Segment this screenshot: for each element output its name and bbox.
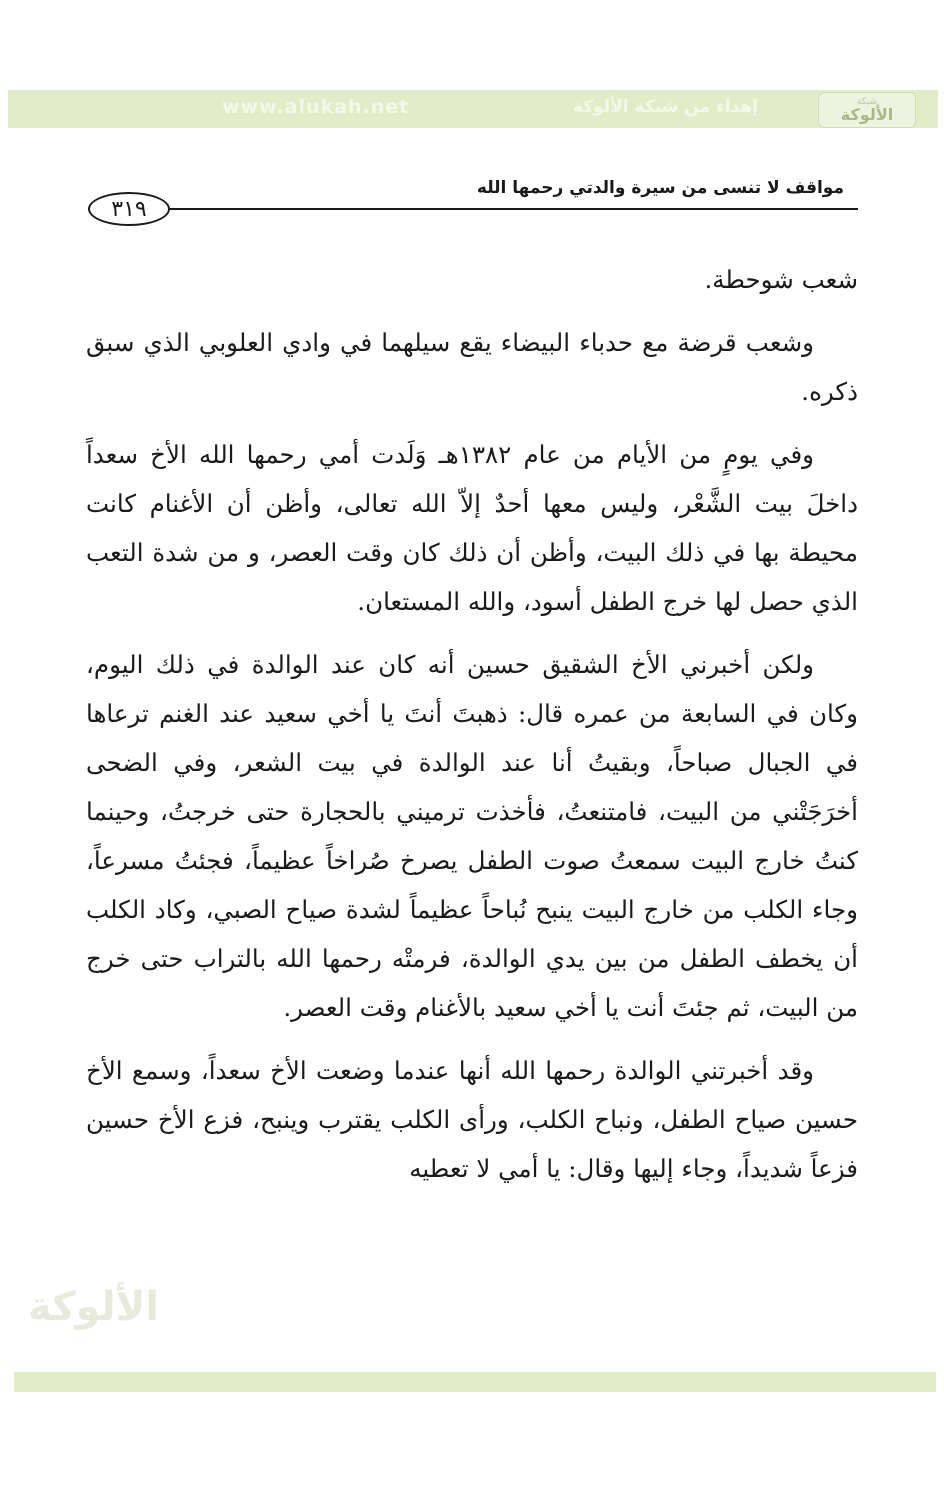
top-banner — [8, 90, 938, 128]
header-rule — [168, 208, 858, 210]
paragraph-5: وقد أخبرتني الوالدة رحمها الله أنها عندما وضعت الأخ سعداً، وسمع الأخ حسين صياح الطفل، ونباح الكلب، ورأى الكلب يقترب وينبح، فزع الأخ حسين فزعاً شديداً، وجاء إليها وقال: يا أمي لا تعطيه — [86, 1056, 858, 1183]
page-number: ٣١٩ — [88, 192, 170, 226]
logo-main-text: الألوكة — [840, 104, 894, 124]
running-header-title: مواقف لا تنسى من سيرة والدتي رحمها الله — [476, 178, 844, 198]
banner-dedication-text: إهداء من شبكة الألوكة — [572, 97, 758, 117]
paragraph-2: وشعب قرضة مع حدباء البيضاء يقع سيلهما في وادي العلوبي الذي سبق ذكره. — [86, 328, 858, 406]
logo-small-text: شبكة — [856, 96, 878, 107]
paragraph-4: ولكن أخبرني الأخ الشقيق حسين أنه كان عند الوالدة في ذلك اليوم، وكان في السابعة من عمره قال: ذهبتَ أنتَ يا أخي سعيد عند الغنم ترعاها في الجبال صباحاً، وبقيتُ أنا عند الوالدة في بيت الشعر، وفي الضحى أخرَجَتْني من البيت، فامتنعتُ، فأخذت ترميني بالحجارة حتى خرجتُ، وحينما كنتُ خارج البيت سمعتُ صوت الطفل يصرخ صُراخاً عظيماً، فجئتُ مسرعاً، وجاء الكلب من خارج البيت ينبح نُباحاً عظيماً لشدة صياح الصبي، وكاد الكلب أن يخطف الطفل من بين يدي الوالدة، فرمتْه رحمها الله بالتراب حتى خرج من البيت، ثم جئتَ أنت يا أخي سعيد بالأغنام وقت العصر. — [86, 650, 858, 1022]
paragraph-3: وفي يومٍ من الأيام من عام ١٣٨٢هـ وَلَدت أمي رحمها الله الأخ سعداً داخلَ بيت الشَّعْر، وليس معها أحدٌ إلاّ الله تعالى، وأظن أن الأغنام كانت محيطة بها في ذلك البيت، وأظن أن ذلك كان وقت العصر، و من شدة التعب الذي حصل لها خرج الطفل أسود، والله المستعان. — [86, 440, 858, 616]
alukah-logo — [818, 92, 916, 128]
watermark-logo: الألوكة — [28, 1284, 160, 1330]
banner-url: www.alukah.net — [222, 96, 410, 118]
paragraph-1: شعب شوحطة. — [704, 265, 858, 294]
body-text — [86, 255, 858, 1207]
bottom-band — [14, 1372, 936, 1392]
